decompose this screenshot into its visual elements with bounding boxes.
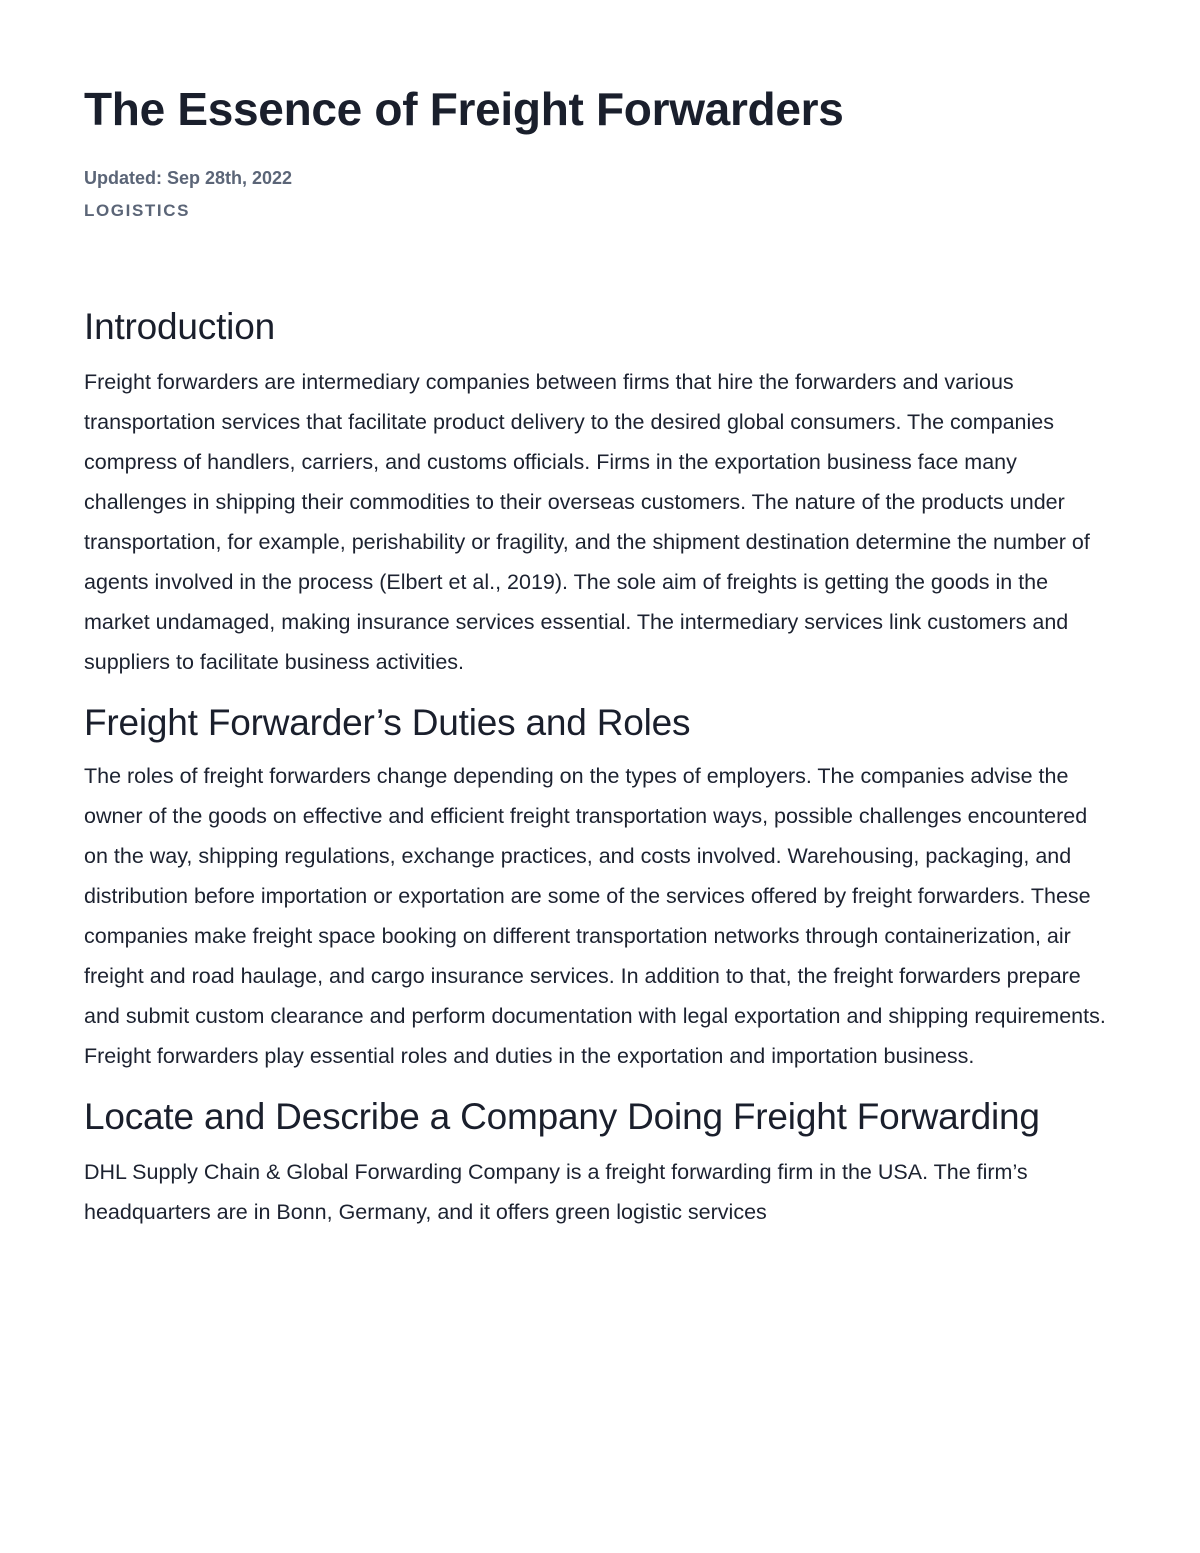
section-introduction [84, 300, 1116, 682]
section-paragraph: Freight forwarders are intermediary companies between firms that hire the forwarders and various transportation services that facilitate product delivery to the desired global consumers. The companies compress of handlers, carriers, and customs officials. Firms in the exportation business face many challenges in shipping their commodities to their overseas customers. The nature of the products under transportation, for example, perishability or fragility, and the shipment destination determine the number of agents involved in the process (Elbert et al., 2019). The sole aim of freights is getting the goods in the market undamaged, making insurance services essential. The intermediary services link customers and suppliers to facilitate business activities. [84, 370, 1090, 674]
section-heading: Locate and Describe a Company Doing Freight Forwarding [84, 1096, 1040, 1137]
section-heading: Introduction [84, 306, 275, 347]
section-duties-and-roles [84, 696, 1116, 1076]
section-paragraph: The roles of freight forwarders change depending on the types of employers. The companies advise the owner of the goods on effective and efficient freight transportation ways, possible challenges encountered on the way, shipping regulations, exchange practices, and costs involved. Warehousing, packaging, and distribution before importation or exportation are some of the services offered by freight forwarders. These companies make freight space booking on different transportation networks through containerization, air freight and road haulage, and cargo insurance services. In addition to that, the freight forwarders prepare and submit custom clearance and perform documentation with legal exportation and shipping requirements. Freight forwarders play essential roles and duties in the exportation and importation business. [84, 764, 1106, 1068]
section-heading: Freight Forwarder’s Duties and Roles [84, 702, 691, 743]
section-paragraph: DHL Supply Chain & Global Forwarding Company is a freight forwarding firm in the USA. The firm’s headquarters are in Bonn, Germany, and it offers green logistic services [84, 1160, 1028, 1224]
document-title: The Essence of Freight Forwarders [84, 83, 844, 135]
section-company-description [84, 1090, 1116, 1232]
updated-date: Updated: Sep 28th, 2022 [84, 168, 293, 188]
category-label: LOGISTICS [84, 201, 191, 220]
